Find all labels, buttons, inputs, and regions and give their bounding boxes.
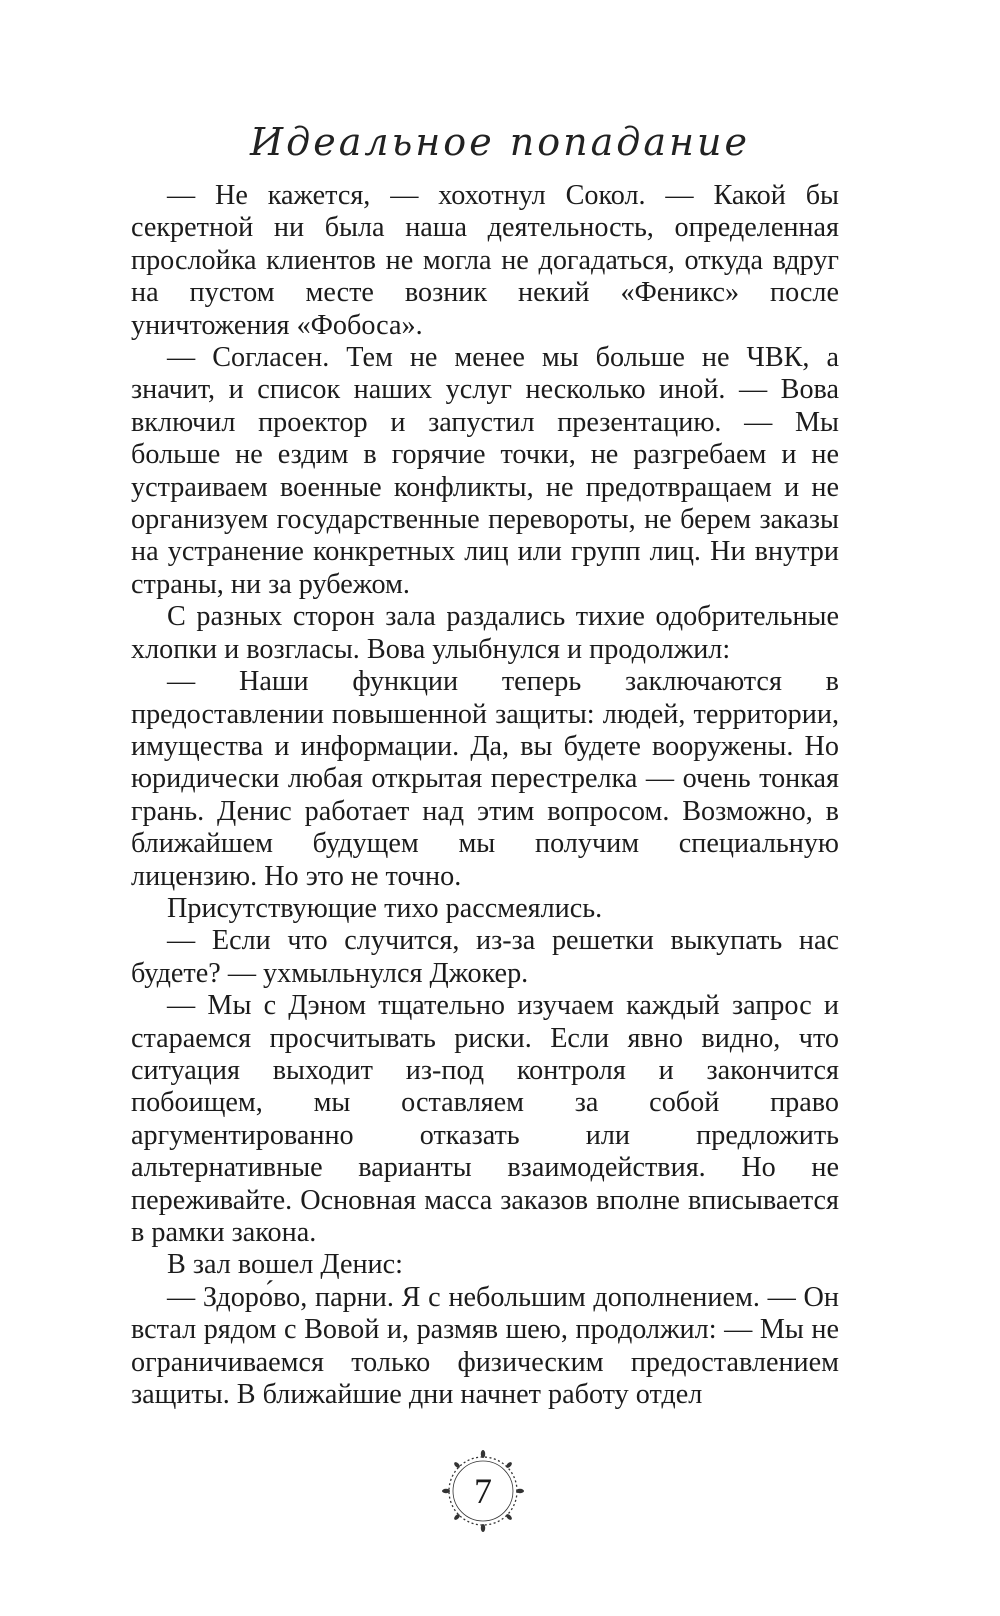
- paragraph: — Здоро́во, парни. Я с небольшим дополнением. — Он встал рядом с Вовой и, размяв шею, продолжил: — Мы не ограничиваемся только физическим предоставлением защиты. В ближайшие дни начнет работу отдел: [131, 1281, 839, 1411]
- paragraph: С разных сторон зала раздались тихие одобрительные хлопки и возгласы. Вова улыбнулся и продолжил:: [131, 601, 839, 665]
- paragraph: В зал вошел Денис:: [167, 1249, 403, 1281]
- paragraph: — Не кажется, — хохотнул Сокол. — Какой бы секретной ни была наша деятельность, определенная прослойка клиентов не могла не догадаться, откуда вдруг на пустом месте возник некий «Феникс» после уничтожения «Фобоса».: [131, 180, 839, 341]
- paragraph: Присутствующие тихо рассмеялись.: [167, 892, 603, 924]
- page-number-badge: [440, 1448, 526, 1534]
- running-title: Идеальное попадание: [250, 120, 750, 164]
- paragraph: — Если что случится, из-за решетки выкупать нас будете? — ухмыльнулся Джокер.: [131, 925, 839, 989]
- paragraph: — Наши функции теперь заключаются в предоставлении повышенной защиты: людей, территории, имущества и информации. Да, вы будете вооружены. Но юридически любая открытая перестрелка — очень тонкая грань. Денис работает над этим вопросом. Возможно, в ближайшем будущем мы получим специальную лицензию. Но это не точно.: [131, 666, 839, 892]
- paragraph: — Мы с Дэном тщательно изучаем каждый запрос и стараемся просчитывать риски. Если явно видно, что ситуация выходит из-под контроля и закончится побоищем, мы оставляем за собой право аргументированно отказать или предложить альтернативные варианты взаимодействия. Но не переживайте. Основная масса заказов вполне вписывается в рамки закона.: [131, 990, 839, 1248]
- paragraph: — Согласен. Тем не менее мы больше не ЧВК, а значит, и список наших услуг несколько иной. — Вова включил проектор и запустил презентацию. — Мы больше не ездим в горячие точки, не разгребаем и не устраиваем военные конфликты, не предотвращаем и не организуем государственные перевороты, не берем заказы на устранение конкретных лиц или групп лиц. Ни внутри страны, ни за рубежом.: [131, 342, 839, 600]
- page-number: 7: [474, 1471, 492, 1511]
- body-text: [131, 180, 839, 1411]
